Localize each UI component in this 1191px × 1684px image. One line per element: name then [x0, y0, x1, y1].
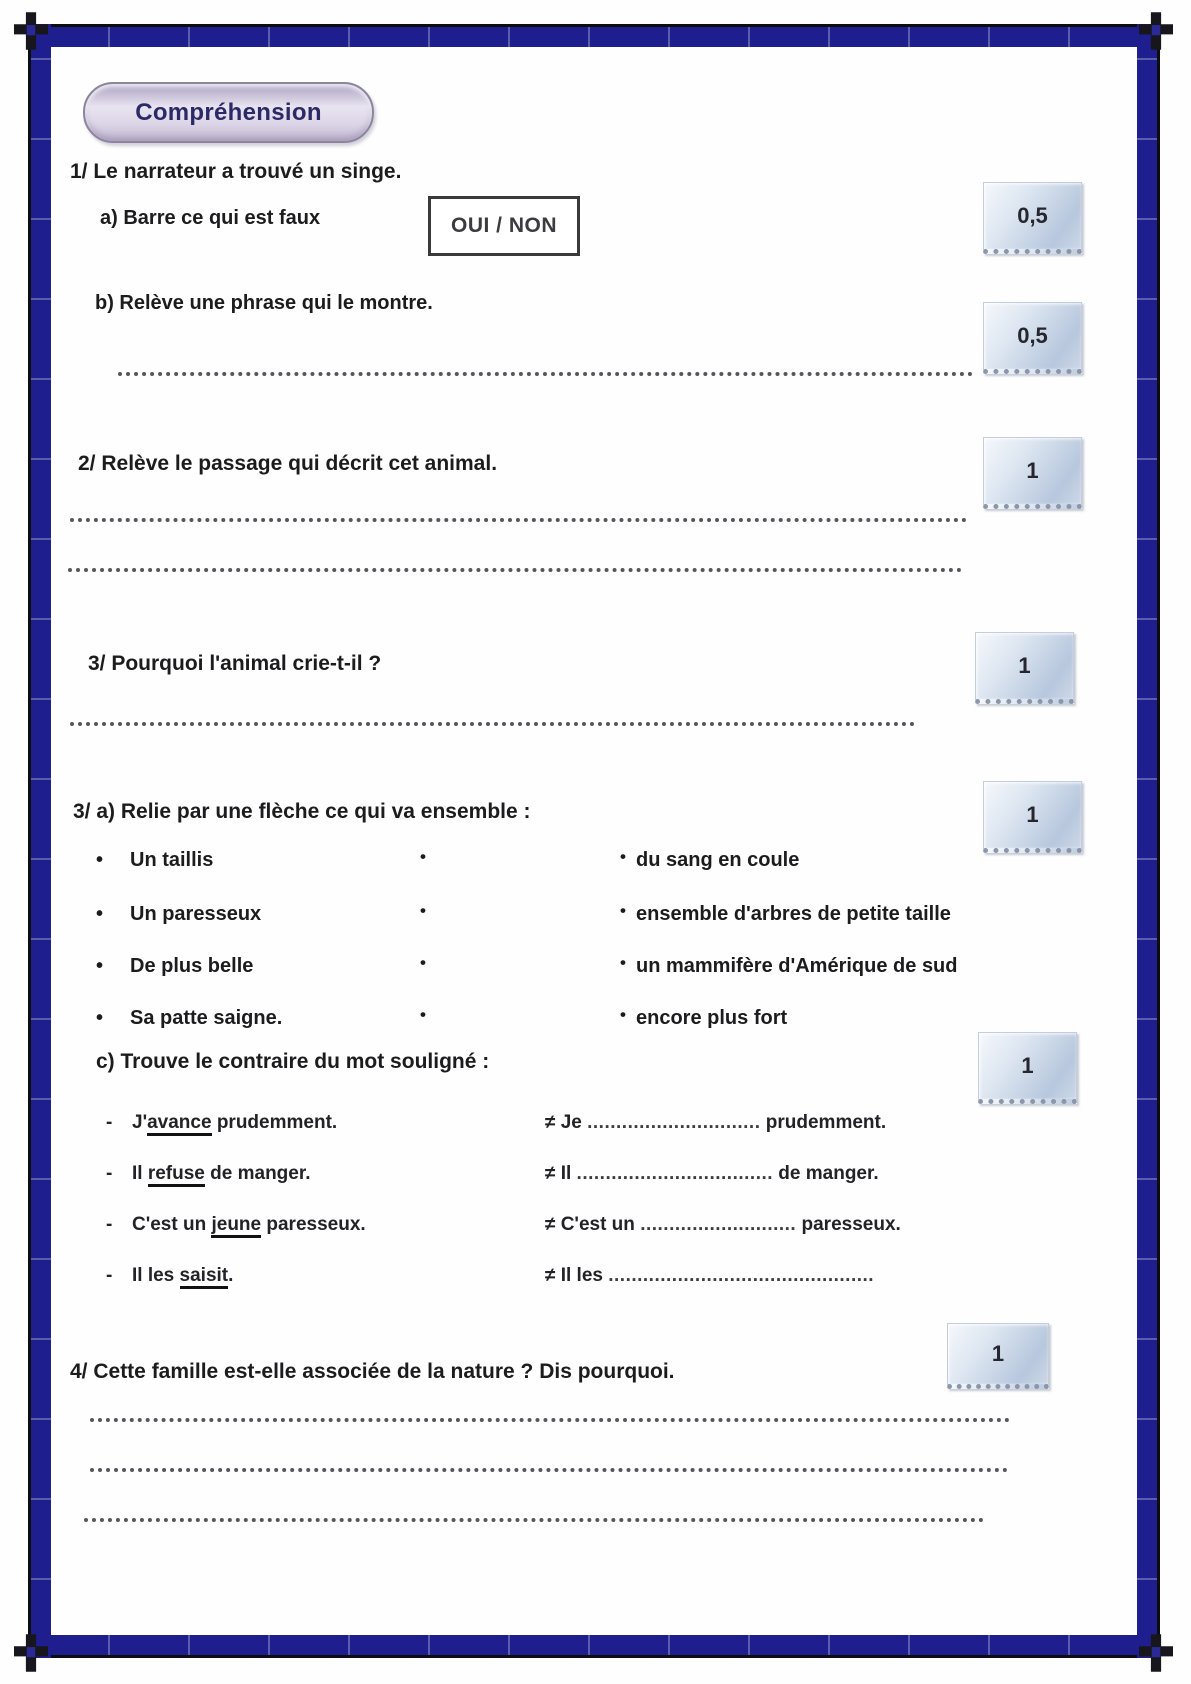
connector-dot-icon: •	[420, 1005, 426, 1024]
match-left: De plus belle	[130, 955, 254, 977]
bullet-icon: •	[96, 955, 104, 977]
q1b-label: b) Relève une phrase qui le montre.	[95, 292, 433, 314]
answer-line	[70, 722, 915, 726]
section-title-pill	[83, 82, 374, 143]
qc-title: c) Trouve le contraire du mot souligné :	[96, 1050, 490, 1073]
connector-dot-icon: •	[620, 1005, 626, 1024]
corner-ornament-icon	[1139, 1634, 1173, 1672]
q3a-title: 3/ a) Relie par une flèche ce qui va ensemble :	[73, 800, 531, 823]
corner-ornament-icon	[14, 1634, 48, 1672]
section-title: Compréhension	[135, 98, 322, 126]
underlined-word: jeune	[211, 1214, 261, 1238]
match-row	[0, 955, 1191, 987]
contraire-right: ≠ Il .................................. de manger.	[545, 1163, 879, 1184]
dotted-blank: ...........................	[640, 1214, 797, 1235]
bullet-icon: •	[96, 903, 104, 925]
bullet-icon: •	[96, 1007, 104, 1029]
dash-bullet-icon: -	[106, 1214, 113, 1235]
score-box-q2: 1	[983, 437, 1082, 509]
q1-title: 1/ Le narrateur a trouvé un singe.	[70, 160, 402, 183]
answer-line	[118, 372, 973, 376]
dash-bullet-icon: -	[106, 1112, 113, 1133]
contraire-left: Il les saisit.	[132, 1265, 233, 1287]
underlined-word: avance	[147, 1112, 211, 1136]
contraire-left: C'est un jeune paresseux.	[132, 1214, 366, 1236]
frame-band-top	[30, 24, 1158, 47]
answer-line	[70, 518, 967, 522]
contraire-right: ≠ Il les ..............................................	[545, 1265, 875, 1286]
connector-dot-icon: •	[620, 901, 626, 920]
contraire-left: Il refuse de manger.	[132, 1163, 310, 1185]
contraire-row	[0, 1214, 1191, 1246]
connector-dot-icon: •	[420, 953, 426, 972]
answer-line	[90, 1468, 1008, 1472]
q3-title: 3/ Pourquoi l'animal crie-t-il ?	[88, 652, 382, 675]
q4-title: 4/ Cette famille est-elle associée de la nature ? Dis pourquoi.	[70, 1360, 675, 1383]
q2-title: 2/ Relève le passage qui décrit cet animal.	[78, 452, 498, 475]
oui-non-box: OUI / NON	[428, 196, 580, 256]
dash-bullet-icon: -	[106, 1265, 113, 1286]
match-right: un mammifère d'Amérique de sud	[636, 955, 958, 977]
match-row	[0, 903, 1191, 935]
answer-line	[84, 1518, 984, 1522]
corner-ornament-icon	[1139, 12, 1173, 50]
connector-dot-icon: •	[420, 901, 426, 920]
contraire-row	[0, 1163, 1191, 1195]
match-right: ensemble d'arbres de petite taille	[636, 903, 951, 925]
dotted-blank: ..................................	[576, 1163, 774, 1184]
match-left: Sa patte saigne.	[130, 1007, 283, 1029]
underlined-word: refuse	[148, 1163, 205, 1187]
frame-band-left	[28, 24, 51, 1658]
corner-ornament-icon	[14, 12, 48, 50]
contraire-right: ≠ C'est un ........................... paresseux.	[545, 1214, 901, 1235]
answer-line	[90, 1418, 1010, 1422]
connector-dot-icon: •	[620, 953, 626, 972]
score-box-q4: 1	[947, 1323, 1049, 1389]
match-right: encore plus fort	[636, 1007, 788, 1029]
score-box-q1b: 0,5	[983, 302, 1082, 374]
contraire-row	[0, 1265, 1191, 1297]
underlined-word: saisit	[180, 1265, 229, 1289]
connector-dot-icon: •	[420, 847, 426, 866]
bullet-icon: •	[96, 849, 104, 871]
connector-dot-icon: •	[620, 847, 626, 866]
score-box-q3: 1	[975, 632, 1074, 704]
q1a-label: a) Barre ce qui est faux	[100, 207, 321, 229]
dotted-blank: ..............................................	[608, 1265, 875, 1286]
match-row	[0, 849, 1191, 881]
score-box-q3a: 1	[983, 781, 1082, 853]
contraire-right: ≠ Je .............................. prudemment.	[545, 1112, 887, 1133]
score-box-q1a: 0,5	[983, 182, 1082, 254]
answer-line	[68, 568, 962, 572]
dash-bullet-icon: -	[106, 1163, 113, 1184]
contraire-row	[0, 1112, 1191, 1144]
match-left: Un taillis	[130, 849, 214, 871]
frame-band-bottom	[30, 1635, 1158, 1658]
contraire-left: J'avance prudemment.	[132, 1112, 337, 1134]
frame-band-right	[1137, 24, 1160, 1658]
dotted-blank: ..............................	[587, 1112, 761, 1133]
match-right: du sang en coule	[636, 849, 800, 871]
match-left: Un paresseux	[130, 903, 262, 925]
score-box-qc: 1	[978, 1032, 1077, 1104]
